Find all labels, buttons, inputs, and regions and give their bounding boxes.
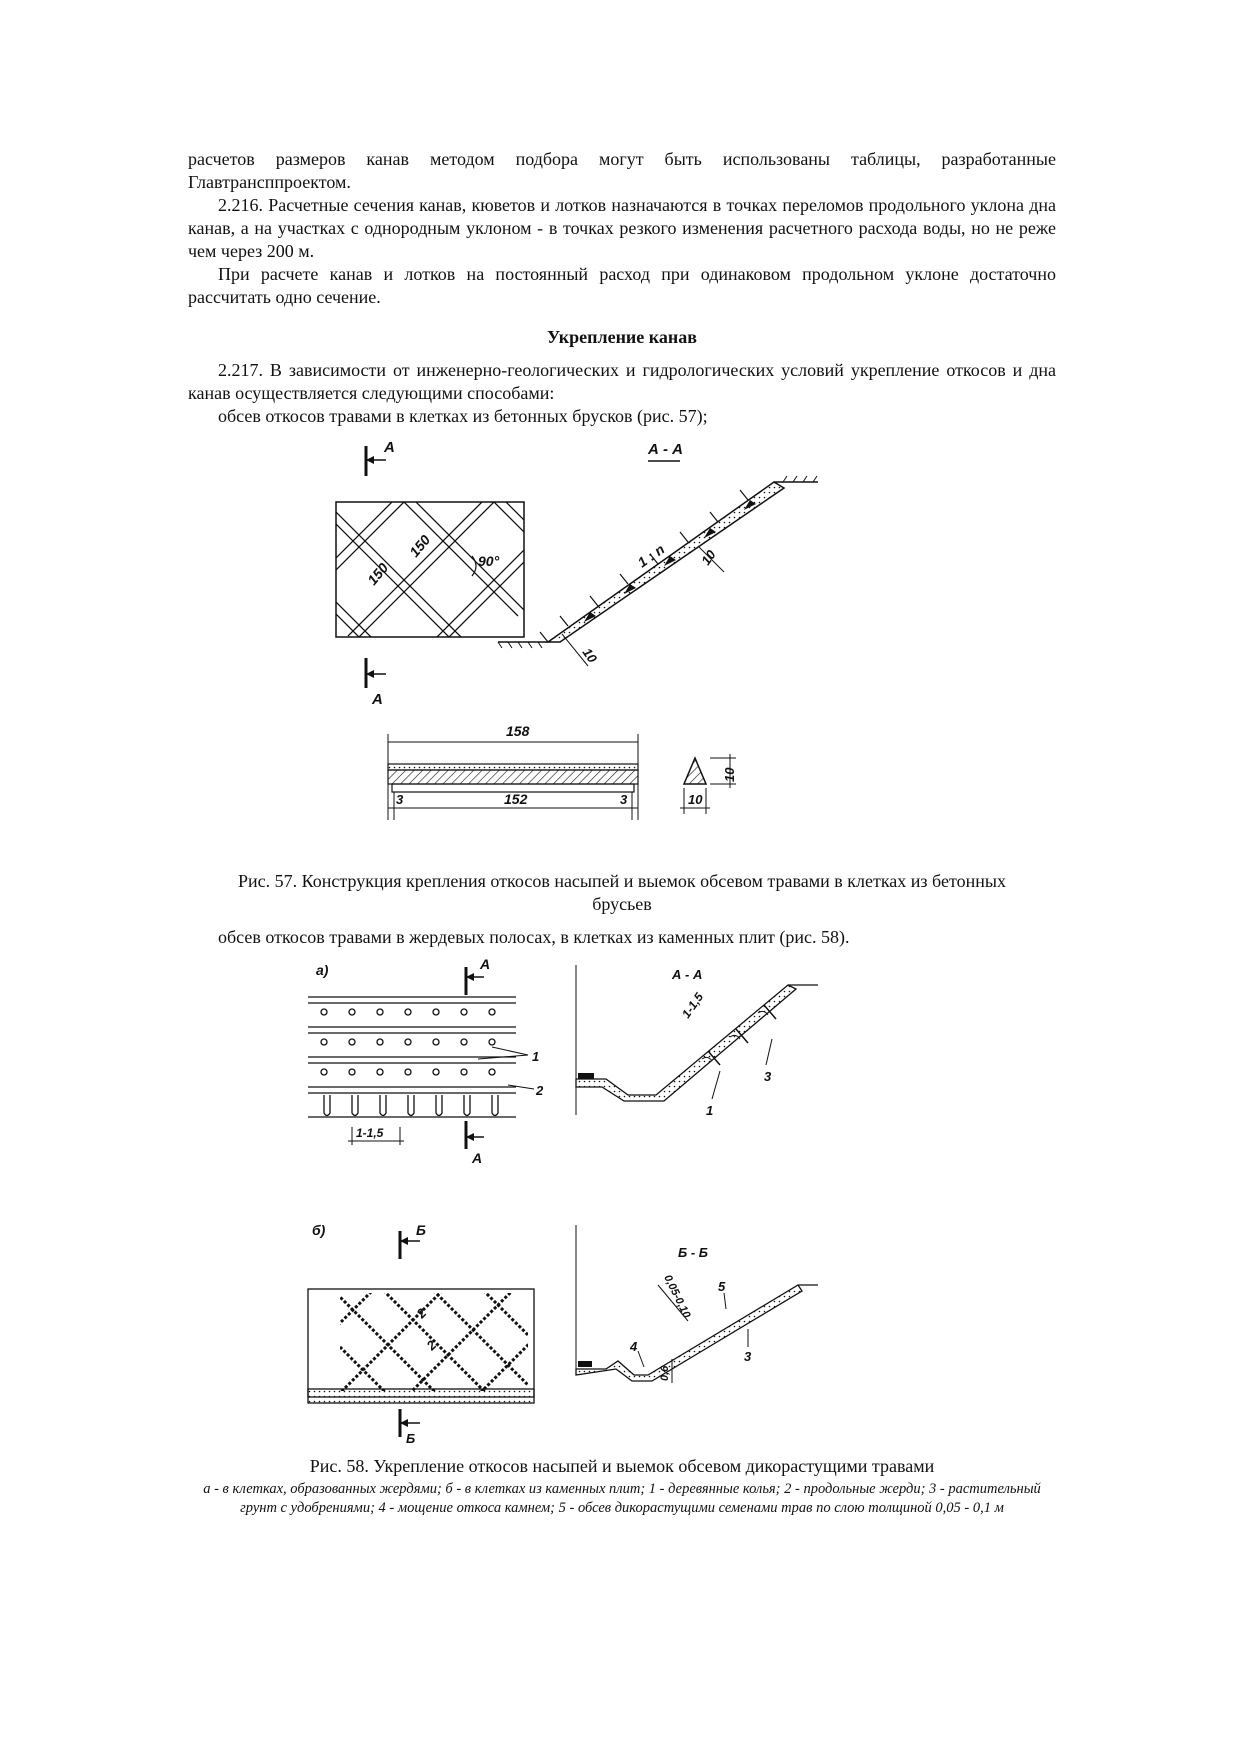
section-heading: Укрепление канав xyxy=(547,327,697,347)
figure-57-caption: Рис. 57. Конструкция крепления откосов насыпей и выемок обсевом травами в клетках из бетонных брусьев xyxy=(238,871,1006,914)
dim-3-right: 3 xyxy=(620,792,628,807)
dim-3-left: 3 xyxy=(396,792,404,807)
dim-thickness: 0,05-0,10 xyxy=(661,1273,693,1321)
triangle-width: 10 xyxy=(688,792,703,807)
num-1-section: 1 xyxy=(706,1103,714,1118)
num-3-b: 3 xyxy=(744,1349,752,1364)
fig58-a-plan xyxy=(308,956,544,1166)
figure-58-legend: а - в клетках, образованных жердями; б - в клетках из каменных плит; 1 - деревянные колья; 2 - продольные жерди; 3 - растительный грунт с удобрениями; 4 - мощение откоса камнем; 5 - обсев дикорастущими семенами трав по слою толщиной 0,05 - 0,1 м xyxy=(203,1481,1041,1516)
section-mark-top: А xyxy=(384,439,395,456)
dim-10-top: 10 xyxy=(698,547,719,568)
dim-step-section: 1-1,5 xyxy=(678,990,707,1021)
dim-0-6: 0,6 xyxy=(659,1365,671,1381)
paragraph-continuation: расчетов размеров канав методом подбора могут быть использованы таблицы, разработанные Главтрансппроектом. xyxy=(188,149,1056,192)
paragraph-2-216: 2.216. Расчетные сечения канав, кюветов и лотков назначаются в точках переломов продольного уклона дна канав, а на участках с однородным уклоном - в точках резкого изменения расчетного расхода воды, но не реже чем через 200 м. xyxy=(188,195,1056,261)
document-page xyxy=(188,148,1056,1518)
num-3-section: 3 xyxy=(764,1069,772,1084)
list-item-method-1: обсев откосов травами в клетках из бетонных брусков (рис. 57); xyxy=(218,406,708,426)
section-mark-bottom: А xyxy=(372,691,383,708)
fig58-b-plan xyxy=(248,1222,588,1446)
sec-b-title: Б - Б xyxy=(678,1245,708,1260)
section-title: А - А xyxy=(648,441,683,458)
paragraph-calc-note: При расчете канав и лотков на постоянный расход при одинаковом продольном уклоне достаточно рассчитать одно сечение. xyxy=(188,264,1056,307)
label-b: б) xyxy=(312,1222,326,1238)
triangle-height: 10 xyxy=(722,767,737,782)
dim-158: 158 xyxy=(506,723,530,739)
sec-a-bottom: А xyxy=(472,1150,483,1166)
figure-58-drawing xyxy=(188,955,1056,1447)
slope-label: 1 : n xyxy=(634,540,668,571)
num-1: 1 xyxy=(532,1049,540,1064)
section-a-a-view xyxy=(498,441,818,666)
dim-150-a: 150 xyxy=(364,559,392,588)
sec-a-top: А xyxy=(480,956,491,972)
sec-b-bottom: Б xyxy=(406,1431,416,1446)
sec-b-top: Б xyxy=(416,1222,426,1238)
dim-10-bottom: 10 xyxy=(579,645,601,666)
dim-150-b: 150 xyxy=(406,531,434,560)
angle-90: 90° xyxy=(478,553,500,569)
fig58-b-section xyxy=(576,1225,818,1383)
num-2: 2 xyxy=(536,1083,544,1098)
fig58-a-section xyxy=(576,965,818,1118)
num-2-plan-a: 2 xyxy=(413,1305,430,1322)
num-2-plan-b: 2 xyxy=(423,1337,440,1354)
paragraph-2-217: 2.217. В зависимости от инженерно-геологических и гидрологических условий укрепление откосов и дна канав осуществляется следующими способами: xyxy=(188,360,1056,403)
num-4: 4 xyxy=(630,1339,638,1354)
list-item-method-2: обсев откосов травами в жердевых полосах, в клетках из каменных плит (рис. 58). xyxy=(218,927,850,947)
figure-57-drawing xyxy=(188,436,1056,866)
dim-152: 152 xyxy=(504,791,528,807)
label-a: а) xyxy=(316,962,329,978)
plan-view xyxy=(248,436,614,732)
num-5: 5 xyxy=(718,1279,726,1294)
sec-a-title: А - А xyxy=(672,967,703,982)
dim-step-plan: 1-1,5 xyxy=(356,1126,384,1140)
figure-58-caption: Рис. 58. Укрепление откосов насыпей и выемок обсевом дикорастущими травами xyxy=(309,1456,935,1476)
bar-drawing xyxy=(388,723,737,820)
